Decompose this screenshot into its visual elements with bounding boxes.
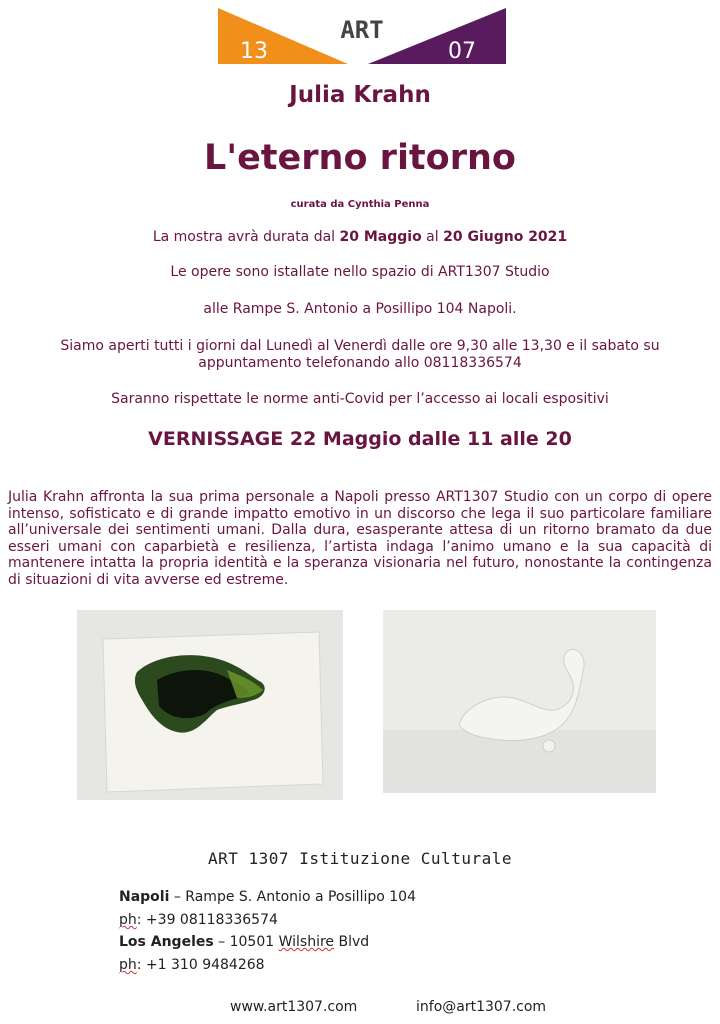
duration-line	[0, 229, 720, 245]
artwork-photo-paper	[77, 610, 343, 800]
logo-number-left: 13	[240, 39, 268, 64]
napoli-phone	[119, 912, 278, 928]
website-link[interactable]: www.art1307.com	[230, 999, 358, 1015]
napoli-address-text: – Rampe S. Antonio a Posillipo 104	[169, 889, 416, 905]
artwork-photo-sculpture	[383, 610, 656, 793]
la-phone-label: ph	[119, 957, 137, 973]
duration-middle: al	[421, 229, 444, 245]
la-address-street: Wilshire	[278, 934, 335, 950]
la-address	[119, 934, 369, 950]
curator-line: curata da Cynthia Penna	[290, 199, 430, 210]
napoli-address	[119, 889, 416, 905]
napoli-label: Napoli	[119, 889, 170, 905]
venue-line-2: alle Rampe S. Antonio a Posillipo 104 Napoli.	[203, 301, 517, 317]
covid-note: Saranno rispettate le norme anti-Covid per l’accesso ai locali espositivi	[111, 391, 609, 407]
hours-line-2: appuntamento telefonando allo 08118336574	[198, 355, 522, 371]
institution-name: ART 1307 Istituzione Culturale	[208, 849, 512, 868]
artist-bio: Julia Krahn affronta la sua prima personale a Napoli presso ART1307 Studio con un corpo di opere intenso, sofisticato e di grande impatto emotivo in un discorso che lega il suo particolare familiare all’universale dei sentimenti umani. Dalla dura, esasperante attesa di un ritorno bramato da due esseri umani con caparbietà e resilienza, l’artista indaga l’animo umano e la sua capacità di mantenere intatta la propria identità e la speranza visionaria nel futuro, nonostante la contingenza di situazioni di vita avverse ed estreme.	[8, 489, 712, 588]
la-phone-number: : +1 310 9484268	[136, 957, 265, 973]
logo-art-text: ART	[340, 16, 384, 44]
duration-prefix: La mostra avrà durata dal	[152, 229, 340, 245]
artist-name: Julia Krahn	[289, 82, 431, 108]
venue-line-1: Le opere sono istallate nello spazio di ART1307 Studio	[170, 264, 550, 280]
duration-start: 20 Maggio	[339, 229, 422, 245]
art1307-logo	[218, 8, 506, 64]
exhibition-title: L'eterno ritorno	[204, 138, 516, 178]
la-phone	[119, 957, 265, 973]
duration-end: 20 Giugno 2021	[443, 229, 568, 245]
la-address-prefix: – 10501	[213, 934, 279, 950]
napoli-phone-number: : +39 08118336574	[136, 912, 278, 928]
logo-purple-shape	[368, 8, 506, 64]
logo-orange-shape	[218, 8, 348, 64]
la-address-suffix: Blvd	[334, 934, 370, 950]
hours-line-1: Siamo aperti tutti i giorni dal Lunedì al Venerdì dalle ore 9,30 alle 13,30 e il sabato su	[60, 338, 660, 354]
la-label: Los Angeles	[119, 934, 214, 950]
vernissage-line: VERNISSAGE 22 Maggio dalle 11 alle 20	[148, 428, 572, 450]
email-link[interactable]: info@art1307.com	[416, 999, 547, 1015]
napoli-phone-label: ph	[119, 912, 137, 928]
logo-number-right: 07	[448, 39, 476, 64]
